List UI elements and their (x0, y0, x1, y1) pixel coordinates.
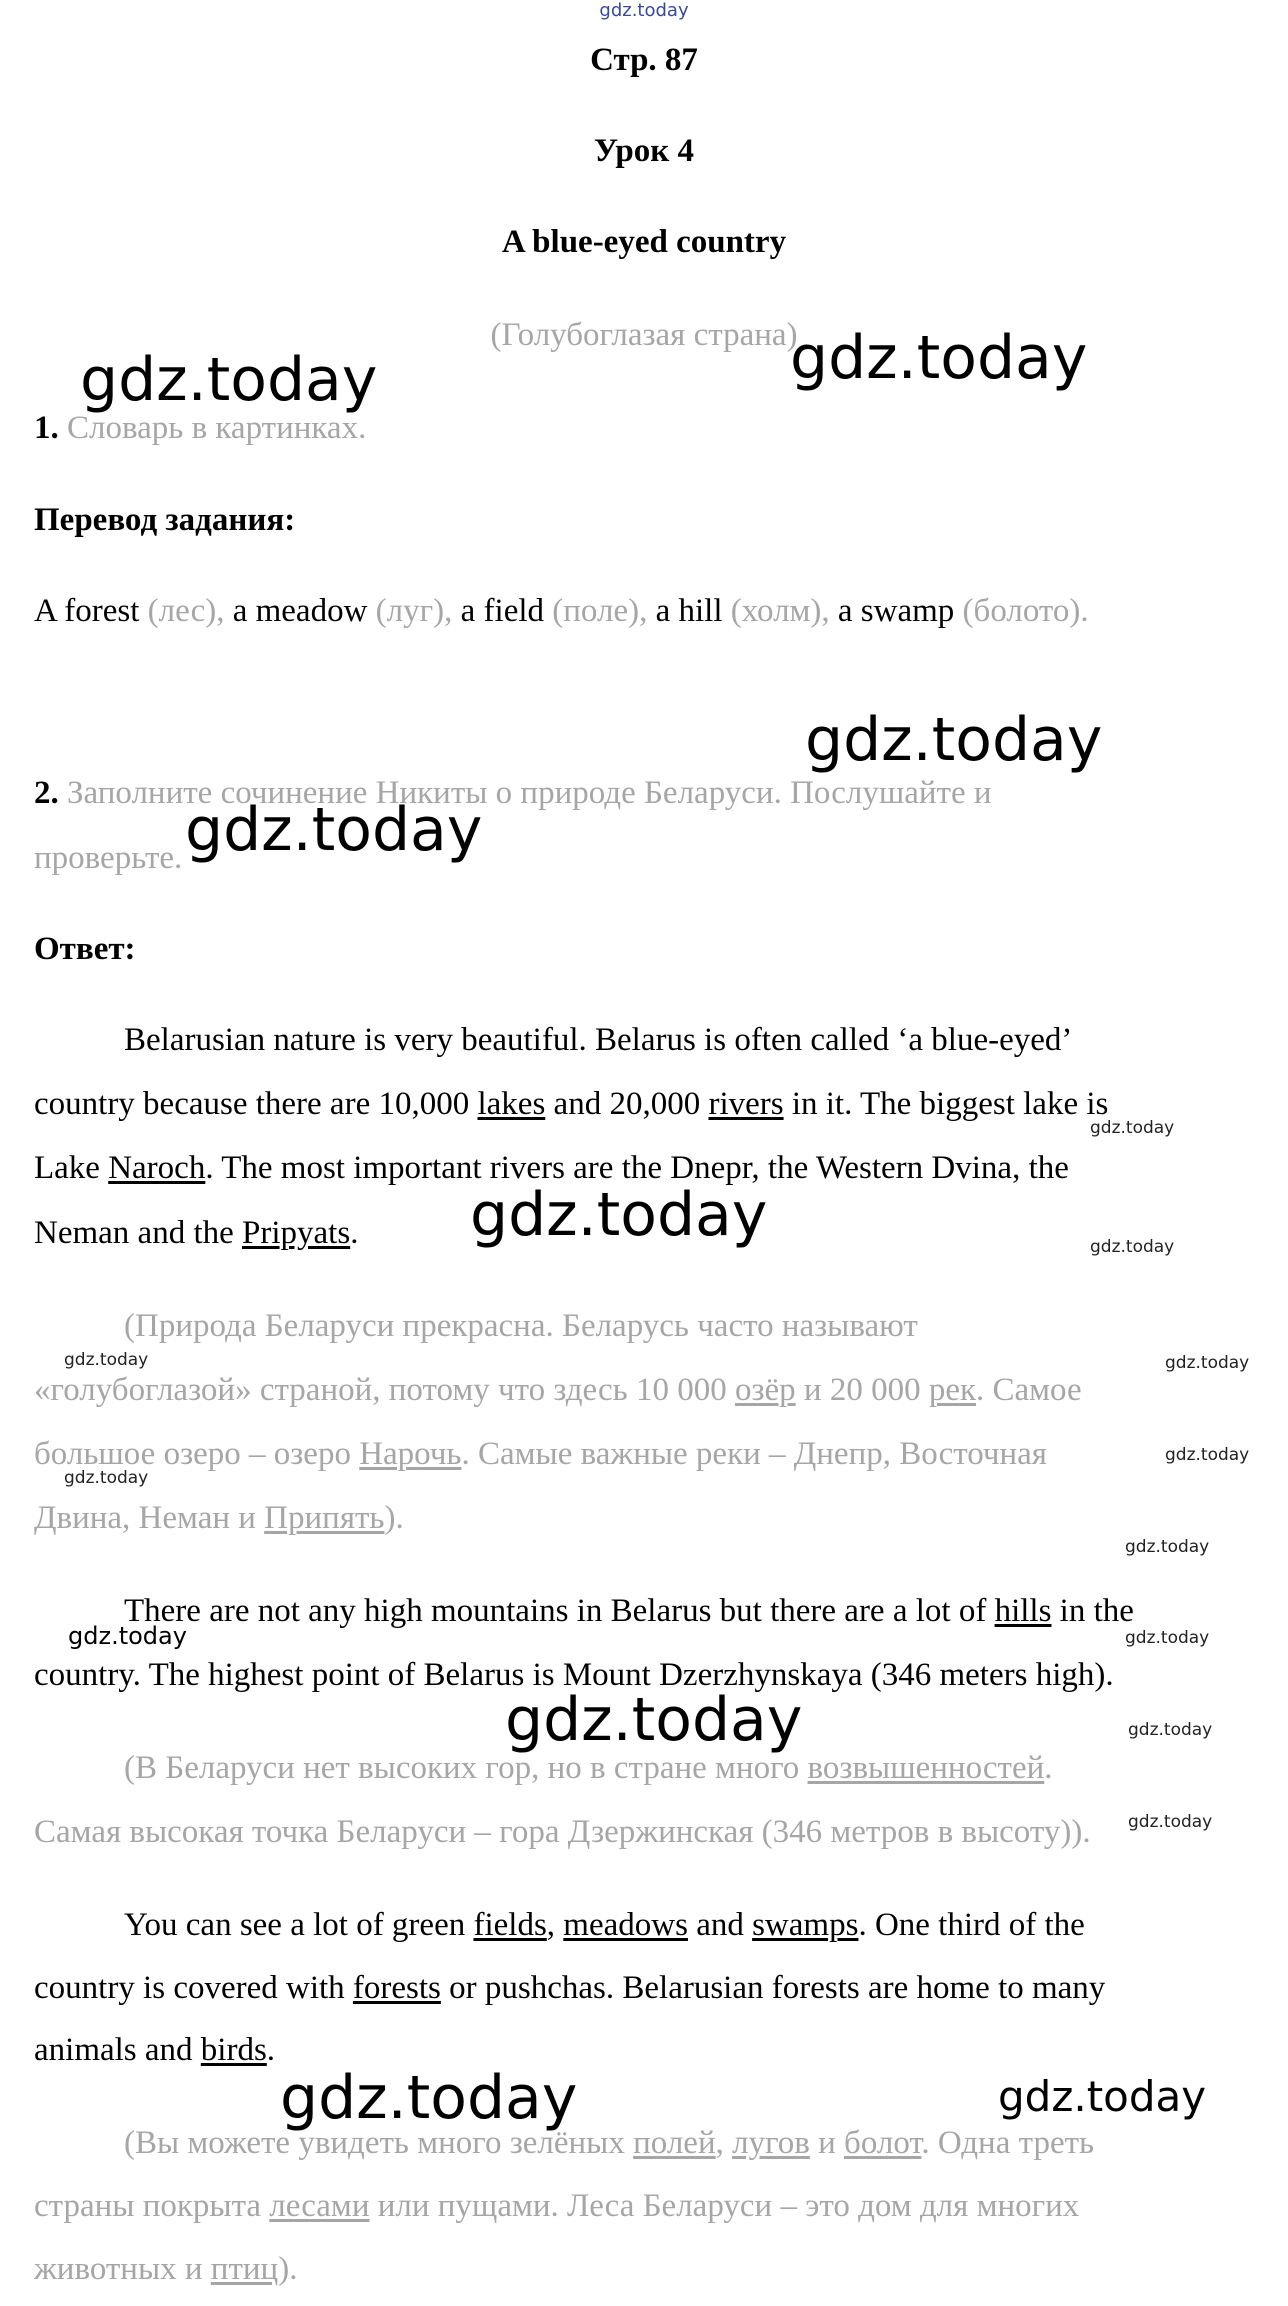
p1-ru-line1: (Природа Беларуси прекрасна. Беларусь часто называют (124, 1308, 918, 1344)
watermark: gdz.today (1165, 1445, 1250, 1465)
watermark: gdz.today (790, 323, 1088, 393)
p2-ru-line2: Самая высокая точка Беларуси – гора Дзержинская (346 метров в высоту)). (34, 1814, 1091, 1850)
p1-ru-line3: большое озеро – озеро Нарочь. Самые важные реки – Днепр, Восточная (34, 1436, 1047, 1472)
answer-heading: Ответ: (34, 931, 136, 967)
watermark: gdz.today (1128, 1812, 1213, 1832)
p2-line1: There are not any high mountains in Belarus but there are a lot of hills in the (124, 1593, 1134, 1629)
task1-line (34, 410, 1248, 447)
p3-line1: You can see a lot of green fields, meadows and swamps. One third of the (124, 1907, 1085, 1943)
p1-line4: Neman and the Pripyats. (34, 1215, 359, 1251)
watermark: gdz.today (1165, 1353, 1250, 1373)
watermark: gdz.today (1128, 1720, 1213, 1740)
task1-translation-heading: Перевод задания: (34, 502, 296, 538)
task1-number: 1. (34, 410, 59, 446)
p1-line1: Belarusian nature is very beautiful. Belarus is often called ‘a blue-eyed’ (124, 1022, 1073, 1058)
watermark: gdz.today (805, 705, 1103, 775)
watermark: gdz.today (1090, 1237, 1175, 1257)
p1-ru-line2: «голубоглазой» страной, потому что здесь 10 000 озёр и 20 000 рек. Самое (34, 1372, 1082, 1408)
p3-ru-line3: животных и птиц). (34, 2251, 298, 2287)
watermark: gdz.today (64, 1468, 149, 1488)
watermark: gdz.today (470, 1180, 768, 1250)
task1-words: A forest (лес), a meadow (луг), a field (поле), a hill (холм), a swamp (болото). (34, 593, 1089, 629)
p3-line2: country is covered with forests or pushchas. Belarusian forests are home to many (34, 1970, 1106, 2006)
page-number: Стр. 87 (590, 42, 698, 78)
p3-ru-line1: (Вы можете увидеть много зелёных полей, лугов и болот. Одна треть (124, 2125, 1095, 2161)
p2-ru-line1: (В Беларуси нет высоких гор, но в стране много возвышенностей. (124, 1750, 1053, 1786)
p3-line3: animals and birds. (34, 2032, 276, 2068)
p1-ru-line4: Двина, Неман и Припять). (34, 1500, 404, 1536)
p1-line3: Lake Naroch. The most important rivers are the Dnepr, the Western Dvina, the (34, 1150, 1069, 1186)
title-translation: (Голубоглазая страна) (490, 317, 798, 353)
watermark: gdz.today (1090, 1118, 1175, 1138)
lesson-title: Урок 4 (593, 133, 695, 169)
top-watermark: gdz.today (599, 0, 689, 21)
task2-line2: проверьте. (34, 840, 183, 876)
p2-line2: country. The highest point of Belarus is Mount Dzerzhynskaya (346 meters high). (34, 1657, 1114, 1693)
watermark: gdz.today (68, 1622, 187, 1650)
task2-line1: 2. Заполните сочинение Никиты о природе Беларуси. Послушайте и (34, 775, 992, 811)
watermark: gdz.today (280, 2063, 578, 2133)
watermark: gdz.today (64, 1350, 149, 1370)
p3-ru-line2: страны покрыта лесами или пущами. Леса Беларуси – это дом для многих (34, 2188, 1080, 2224)
watermark: gdz.today (185, 795, 483, 865)
p1-line2: country because there are 10,000 lakes and 20,000 rivers in it. The biggest lake is (34, 1086, 1109, 1122)
watermark: gdz.today (505, 1685, 803, 1755)
watermark: gdz.today (998, 2072, 1207, 2121)
watermark: gdz.today (80, 345, 378, 415)
task1-instruction: Словарь в картинках. (67, 410, 367, 446)
watermark: gdz.today (1125, 1537, 1210, 1557)
watermark: gdz.today (1125, 1628, 1210, 1648)
task2-number: 2. (34, 775, 59, 811)
document-title: A blue-eyed country (501, 224, 787, 260)
